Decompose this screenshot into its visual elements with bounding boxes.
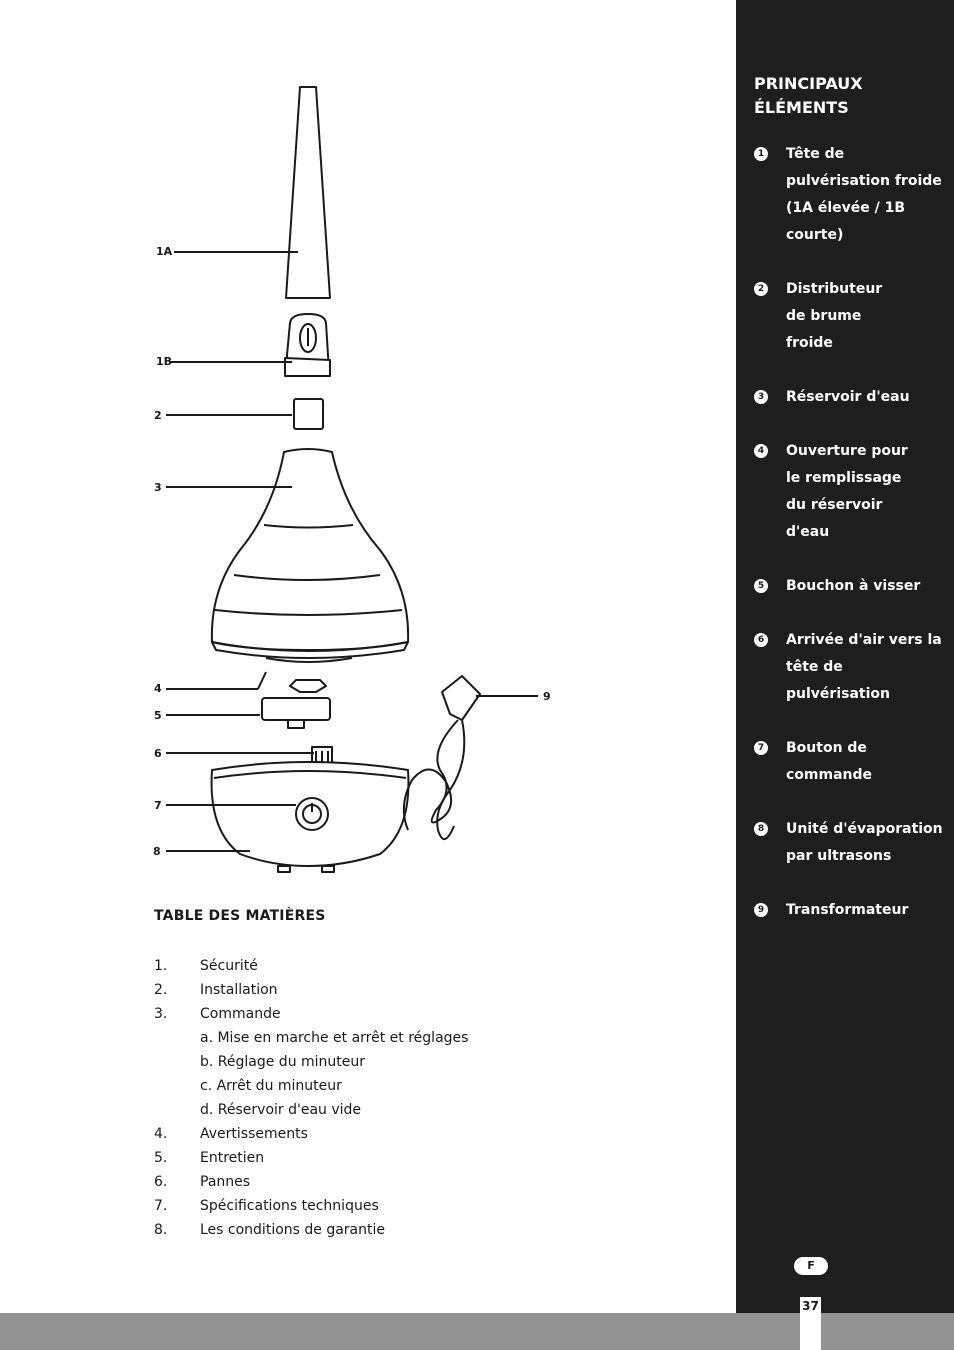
toc-entry [154,1002,468,1026]
part-label: Réservoir d'eau [786,389,910,405]
toc-subentry [154,1098,468,1122]
toc-label: b. Réglage du minuteur [200,1054,366,1070]
toc-label: Installation [200,982,278,998]
part-label: Unité d'évaporation par ultrasons [786,821,943,864]
part-number-badge: 3 [754,390,768,404]
toc-number: 4. [154,1126,168,1142]
toc-label: c. Arrêt du minuteur [200,1078,342,1094]
part-number-badge: 8 [754,822,768,836]
part-item [754,816,950,870]
transformer [442,676,480,720]
toc-entry [154,1170,468,1194]
part-number-badge: 9 [754,903,768,917]
part-item [754,735,950,789]
label-3: 3 [154,481,162,494]
label-7: 7 [154,799,162,812]
part-number-badge: 4 [754,444,768,458]
diagram-svg [140,70,580,880]
toc-label: Entretien [200,1150,265,1166]
part-label: Transformateur [786,902,909,918]
toc-number: 8. [154,1222,168,1238]
toc-label: Les conditions de garantie [200,1222,386,1238]
toc-list [154,954,468,1242]
part-item [754,276,950,357]
parts-list [754,141,950,924]
part-number-badge: 5 [754,579,768,593]
water-tank [212,449,408,650]
part-item [754,897,950,924]
spray-head-tall [286,87,330,298]
part-item [754,573,950,600]
label-9: 9 [543,690,551,703]
part-item [754,627,950,708]
label-2: 2 [154,409,162,422]
sidebar-title: PRINCIPAUX ÉLÉMENTS [754,74,863,117]
language-badge: F [794,1257,828,1275]
page-number: 37 [800,1297,821,1350]
label-1b: 1B [156,355,173,368]
part-number-badge: 6 [754,633,768,647]
part-number-badge: 7 [754,741,768,755]
toc-number: 1. [154,958,168,974]
toc-label: Sécurité [200,958,258,974]
part-item [754,384,950,411]
toc-subentry [154,1074,468,1098]
part-label: Bouton de commande [786,740,873,783]
toc-entry [154,978,468,1002]
part-label: Arrivée d'air vers la tête de pulvérisation [786,632,942,702]
toc-entry [154,954,468,978]
label-8: 8 [153,845,161,858]
control-button [296,798,328,830]
label-4: 4 [154,682,162,695]
part-number-badge: 2 [754,282,768,296]
toc-label: Spécifications techniques [200,1198,379,1214]
humidifier-exploded-diagram [140,70,580,880]
toc-subentry [154,1026,468,1050]
part-label: Distributeur de brume froide [786,281,883,351]
part-label: Tête de pulvérisation froide (1A élevée / 1B courte) [786,146,942,243]
toc-label: Pannes [200,1174,251,1190]
part-label: Ouverture pour le remplissage du réservoir d'eau [786,443,908,540]
toc-subentry [154,1050,468,1074]
toc-label: a. Mise en marche et arrêt et réglages [200,1030,469,1046]
label-5: 5 [154,709,162,722]
toc-number: 6. [154,1174,168,1190]
toc-entry [154,1194,468,1218]
toc-entry [154,1218,468,1242]
toc-number: 2. [154,982,168,998]
toc-title: TABLE DES MATIÈRES [154,908,326,924]
label-6: 6 [154,747,162,760]
part-item [754,438,950,546]
toc-label: d. Réservoir d'eau vide [200,1102,362,1118]
toc-label: Commande [200,1006,281,1022]
part-label: Bouchon à visser [786,578,921,594]
toc-number: 5. [154,1150,168,1166]
part-number-badge: 1 [754,147,768,161]
screw-cap [290,680,326,692]
toc-number: 7. [154,1198,168,1214]
parts-sidebar [736,0,954,1313]
toc-entry [154,1122,468,1146]
part-item [754,141,950,249]
toc-label: Avertissements [200,1126,308,1142]
mist-distributor [294,399,323,429]
toc-number: 3. [154,1006,168,1022]
toc-entry [154,1146,468,1170]
label-1a: 1A [156,245,173,258]
